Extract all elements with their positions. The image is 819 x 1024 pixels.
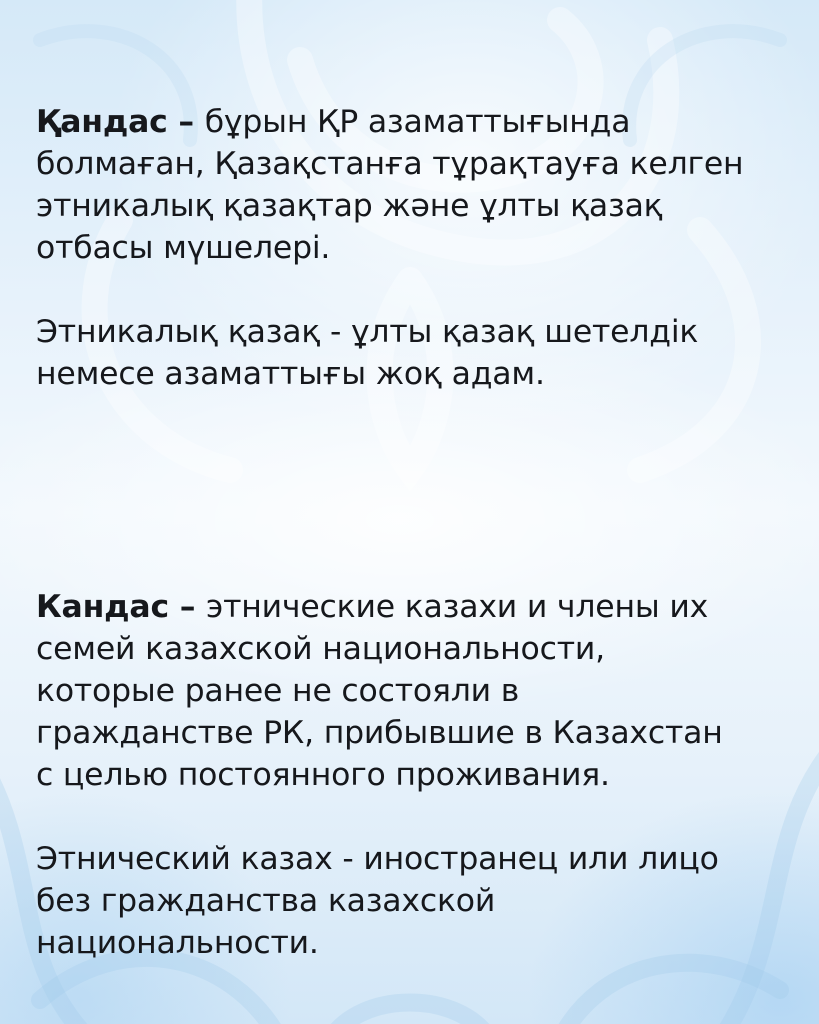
kazakh-definition (36, 101, 796, 269)
kazakh-note-line: немесе азаматтығы жоқ адам. (36, 356, 545, 392)
russian-section (36, 586, 796, 964)
kazakh-term: Қандас (36, 104, 168, 140)
russian-term: Кандас (36, 589, 169, 625)
russian-definition-line: с целью постоянного проживания. (36, 757, 610, 793)
kazakh-definition-line: бұрын ҚР азаматтығында (204, 104, 631, 140)
kazakh-dash: – (167, 104, 205, 140)
russian-definition-line: этнические казахи и члены их (206, 589, 709, 625)
russian-note-line: Этнический казах - иностранец или лицо (36, 841, 719, 877)
kazakh-definition-line: этникалық қазақтар және ұлты қазақ (36, 188, 663, 224)
russian-definition-line: которые ранее не состояли в (36, 673, 520, 709)
kazakh-definition-line: отбасы мүшелері. (36, 230, 331, 266)
russian-definition-line: семей казахской национальности, (36, 631, 605, 667)
russian-note-line: без гражданства казахской (36, 883, 496, 919)
russian-note (36, 838, 796, 964)
kazakh-note-line: Этникалық қазақ - ұлты қазақ шетелдік (36, 314, 699, 350)
kazakh-section (36, 101, 796, 395)
kazakh-note (36, 311, 796, 395)
russian-note-line: национальности. (36, 925, 319, 961)
russian-definition-line: гражданстве РК, прибывшие в Казахстан (36, 715, 723, 751)
russian-dash: – (168, 589, 207, 625)
russian-definition (36, 586, 796, 796)
kazakh-definition-line: болмаған, Қазақстанға тұрақтауға келген (36, 146, 744, 182)
